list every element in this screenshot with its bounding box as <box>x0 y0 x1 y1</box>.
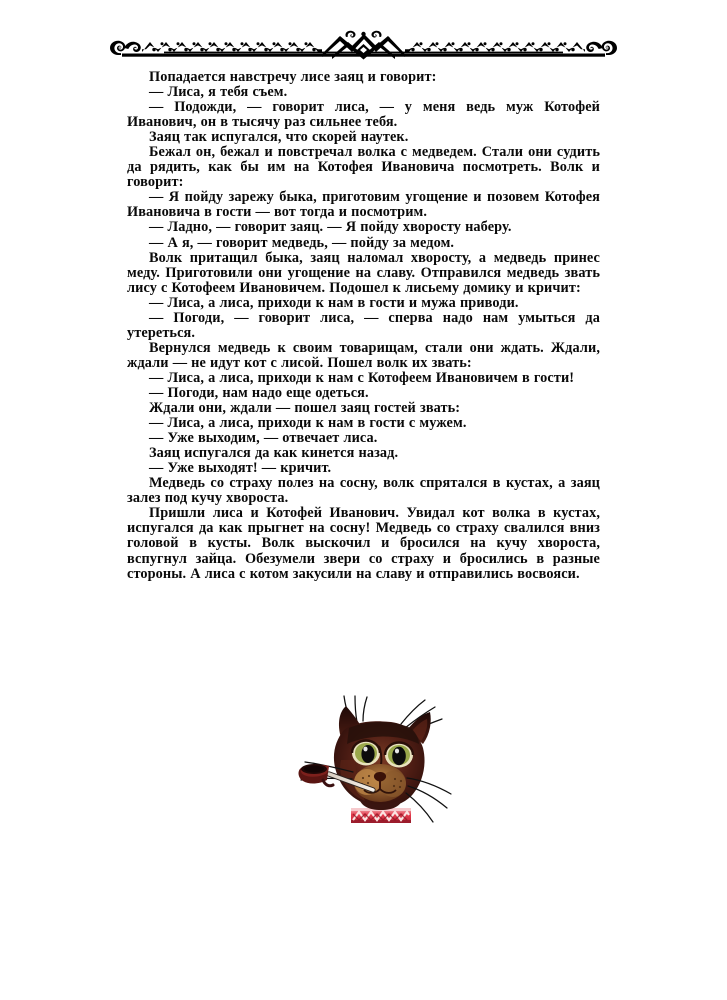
paragraph: Медведь со страху полез на сосну, волк спрятался в кустах, а заяц залез под кучу хвороста. <box>127 475 600 507</box>
paragraph: Вернулся медведь к своим товарищам, стали они ждать. Ждали, ждали — не идут кот с лисой. Пошел волк их звать: <box>127 339 600 371</box>
paragraph: Пришли лиса и Котофей Иванович. Увидал кот волка в кустах, испугался да как прыгнет на сосну! Медведь со страху свалился вниз головой в кусты. Волк выскочил и бросился на кучу хвороста, вспугнул зайца. Обезумели звери со страху и бросились в разные стороны. А лиса с котом закусили на славу и отправились восвояси. <box>127 505 600 582</box>
paragraph: Попадается навстречу лисе заяц и говорит: <box>149 69 437 85</box>
paragraph: Ждали они, ждали — пошел заяц гостей звать: <box>149 400 461 417</box>
cat-with-pipe-illustration <box>289 694 473 846</box>
paragraph: — Лиса, а лиса, приходи к нам в гости с мужем. <box>149 415 467 432</box>
paragraph: — Погоди, — говорит лиса, — сперва надо нам умыться да утереться. <box>127 309 600 341</box>
paragraph: Заяц испугался да как кинется назад. <box>149 445 399 462</box>
paragraph: Бежал он, бежал и повстречал волка с медведем. Стали они судить да рядить, как бы им на Котофея Ивановича посмотреть. Волк и говорит: <box>127 144 600 191</box>
paragraph: — Лиса, а лиса, приходи к нам с Котофеем Ивановичем в гости! <box>149 369 575 386</box>
decorative-header-ornament <box>104 28 623 64</box>
paragraph: Волк притащил быка, заяц наломал хворосту, а медведь принес меду. Приготовили они угощение на славу. Отправился медведь звать лису с Котофеем Ивановичем. Подошел к лисьему домику и кричит: <box>127 249 600 296</box>
paragraph: — Лиса, я тебя съем. <box>149 84 288 101</box>
paragraph: — Погоди, нам надо еще одеться. <box>149 384 369 401</box>
paragraph: — Лиса, а лиса, приходи к нам в гости и мужа приводи. <box>149 294 519 311</box>
paragraph: — Я пойду зарежу быка, приготовим угощение и позовем Котофея Ивановича в гости — вот тогда и посмотрим. <box>127 189 600 221</box>
paragraph: — Ладно, — говорит заяц. — Я пойду хворосту наберу. <box>149 219 512 236</box>
paragraph: Заяц так испугался, что скорей наутек. <box>149 129 409 146</box>
paragraph: — Подожди, — говорит лиса, — у меня ведь муж Котофей Иванович, он в тысячу раз сильнее тебя. <box>127 99 600 131</box>
paragraph: — А я, — говорит медведь, — пойду за медом. <box>149 234 455 251</box>
paragraph: — Уже выходим, — отвечает лиса. <box>149 430 378 447</box>
paragraph: — Уже выходят! — кричит. <box>149 460 332 477</box>
story-text-column <box>127 70 600 582</box>
